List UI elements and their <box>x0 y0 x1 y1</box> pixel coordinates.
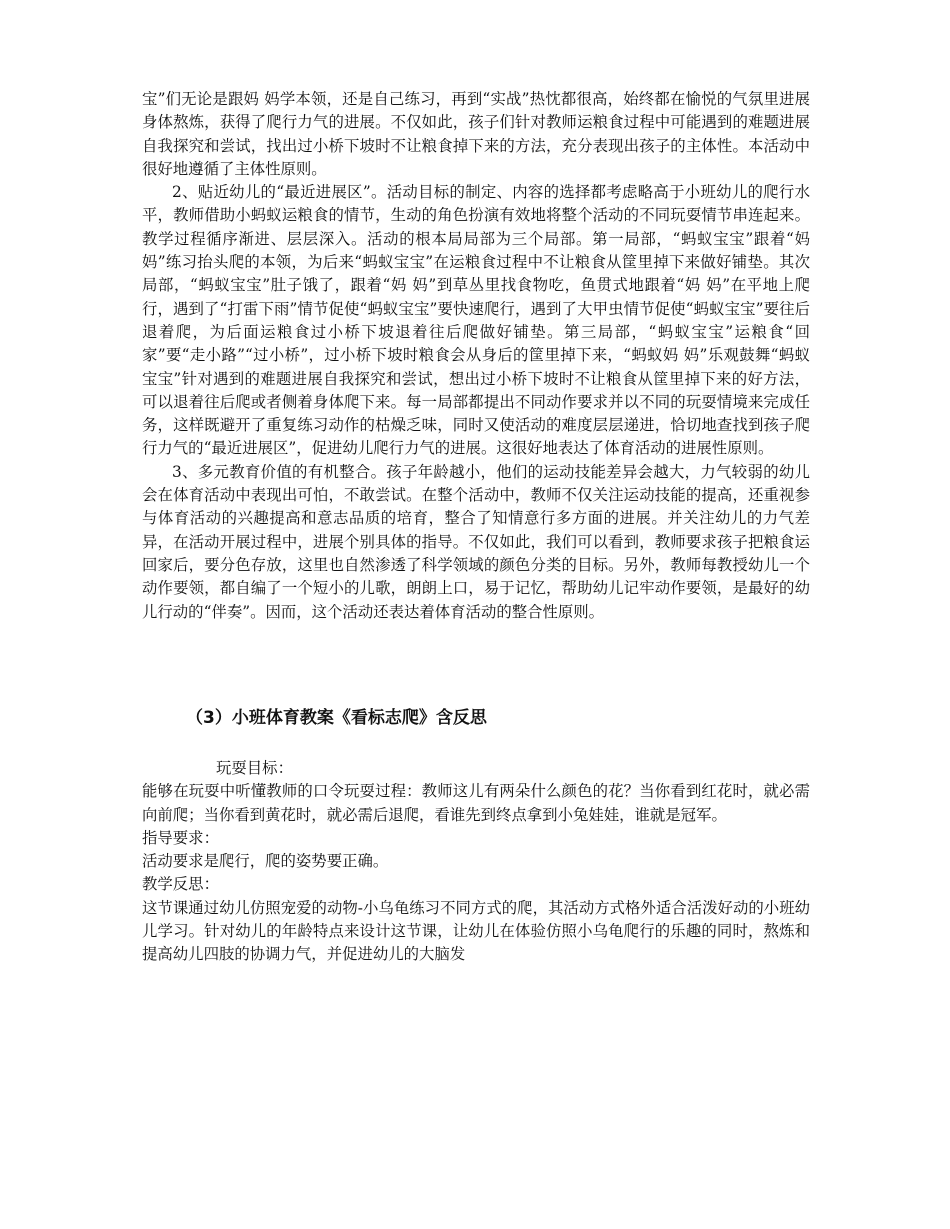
goal-label: 玩耍目标： <box>216 759 293 777</box>
paragraph-point-3: 3、多元教育价值的有机整合。孩子年龄越小，他们的运动技能差异会越大，力气较弱的幼儿会在体育活动中表现出可怕，不敢尝试。在整个活动中，教师不仅关注运动技能的提高，还重视参与体育活动的兴趣提高和意志品质的培育，整合了知情意行多方面的进展。并关注幼儿的力气差异，在活动开展过程中，进展个别具体的指导。不仅如此，我们可以看到，教师要求孩子把粮食运回家后，要分色存放，这里也自然渗透了科学领域的颜色分类的目标。另外，教师每教授幼儿一个动作要领，都自编了一个短小的儿歌，朗朗上口，易于记忆，帮助幼儿记牢动作要领，是最好的幼儿行动的“伴奏”。因而，这个活动还表达着体育活动的整合性原则。 <box>142 462 810 621</box>
guide-text: 活动要求是爬行，爬的姿势要正确。 <box>142 852 389 871</box>
paragraph-continuation: 宝”们无论是跟妈 妈学本领，还是自己练习，再到“实战”热忱都很高，始终都在愉悦的气氛里进展身体熬炼，获得了爬行力气的进展。不仅如此，孩子们针对教师运粮食过程中可能遇到的难题进展自我探究和尝试，找出过小桥下坡时不让粮食掉下来的方法，充分表现出孩子的主体性。本活动中很好地遵循了主体性原则。 <box>142 90 810 178</box>
section-heading: （3）小班体育教案《看标志爬》含反思 <box>186 708 487 728</box>
reflect-label: 教学反思： <box>142 875 219 894</box>
evaluation-section <box>142 88 810 624</box>
lesson-plan-section <box>142 757 810 967</box>
reflect-text: 这节课通过幼儿仿照宠爱的动物-小乌龟练习不同方式的爬，其活动方式格外适合活泼好动的小班幼儿学习。针对幼儿的年龄特点来设计这节课，让幼儿在体验仿照小乌龟爬行的乐趣的同时，熬炼和提高幼儿四肢的协调力气，并促进幼儿的大脑发 <box>142 898 810 964</box>
guide-label: 指导要求： <box>142 828 219 847</box>
paragraph-point-2: 2、贴近幼儿的“最近进展区”。活动目标的制定、内容的选择都考虑略高于小班幼儿的爬行水平，教师借助小蚂蚁运粮食的情节，生动的角色扮演有效地将整个活动的不同玩耍情节串连起来。教学过程循序渐进、层层深入。活动的根本局局部为三个局部。第一局部，“蚂蚁宝宝”跟着“妈 妈”练习抬头爬的本领，为后来“蚂蚁宝宝”在运粮食过程中不让粮食从筐里掉下来做好铺垫。其次局部，“蚂蚁宝宝”肚子饿了，跟着“妈 妈”到草丛里找食物吃，鱼贯式地跟着“妈 妈”在平地上爬行，遇到了“打雷下雨”情节促使“蚂蚁宝宝”要快速爬行，遇到了大甲虫情节促使“蚂蚁宝宝”要往后退着爬，为后面运粮食过小桥下坡退着往后爬做好铺垫。第三局部，“蚂蚁宝宝”运粮食“回家”要“走小路”“过小桥”，过小桥下坡时粮食会从身后的筐里掉下来，“蚂蚁妈 妈”乐观鼓舞“蚂蚁宝宝”针对遇到的难题进展自我探究和尝试，想出过小桥下坡时不让粮食从筐里掉下来的好方法，可以退着往后爬或者侧着身体爬下来。每一局部都提出不同动作要求并以不同的玩耍情境来完成任务，这样既避开了重复练习动作的枯燥乏味，同时又使活动的难度层层递进，恰切地查找到孩子爬行力气的“最近进展区”，促进幼儿爬行力气的进展。这很好地表达了体育活动的进展性原则。 <box>142 183 810 458</box>
goal-text: 能够在玩耍中听懂教师的口令玩耍过程：教师这儿有两朵什么颜色的花？当你看到红花时，就必需向前爬；当你看到黄花时，就必需后退爬，看谁先到终点拿到小兔娃娃，谁就是冠军。 <box>142 782 810 824</box>
